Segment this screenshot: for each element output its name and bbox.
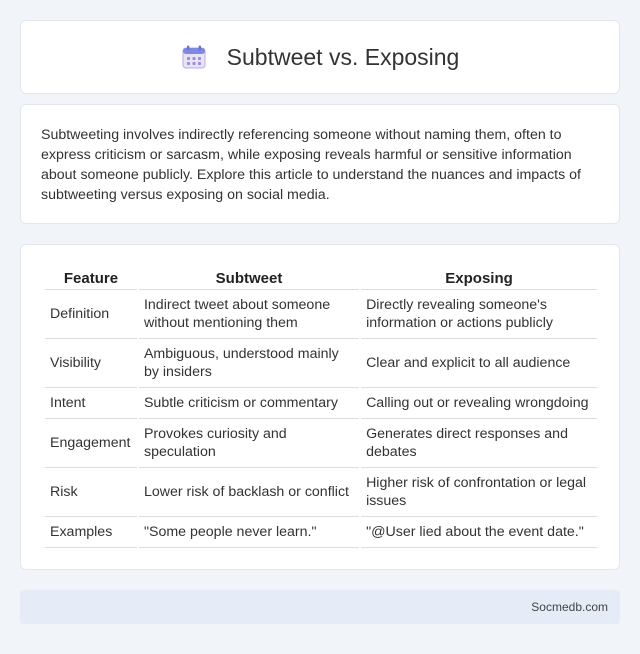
- table-row: [45, 517, 597, 548]
- table-row: [45, 419, 597, 468]
- row-subtweet: Ambiguous, understood mainly by insiders: [139, 339, 359, 388]
- row-subtweet: Subtle criticism or commentary: [139, 388, 359, 419]
- row-feature: Intent: [45, 388, 137, 419]
- calendar-icon: [181, 44, 207, 70]
- row-subtweet: Lower risk of backlash or conflict: [139, 468, 359, 517]
- intro-paragraph: Subtweeting involves indirectly referencing someone without naming them, often to express criticism or sarcasm, while exposing reveals harmful or sensitive information about someone publicly. Explore this article to understand the nuances and impacts of subtweeting versus exposing on social media.: [41, 127, 581, 203]
- page-title: Subtweet vs. Exposing: [226, 43, 460, 70]
- footer-bar: [20, 590, 620, 624]
- table-row: [45, 388, 597, 419]
- column-header-exposing: Exposing: [361, 265, 597, 290]
- row-feature: Definition: [45, 290, 137, 339]
- row-subtweet: "Some people never learn.": [139, 517, 359, 548]
- table-header-row: [45, 265, 597, 290]
- row-feature: Engagement: [45, 419, 137, 468]
- intro-card: [20, 104, 620, 224]
- column-header-subtweet: Subtweet: [139, 265, 359, 290]
- title-card: [20, 20, 620, 94]
- table-card: [20, 244, 620, 570]
- row-exposing: Directly revealing someone's information or actions publicly: [361, 290, 597, 339]
- comparison-table: [43, 265, 599, 548]
- row-exposing: Calling out or revealing wrongdoing: [361, 388, 597, 419]
- table-row: [45, 468, 597, 517]
- row-feature: Examples: [45, 517, 137, 548]
- footer-source-link[interactable]: Socmedb.com: [531, 600, 608, 614]
- row-exposing: Higher risk of confrontation or legal issues: [361, 468, 597, 517]
- row-exposing: Generates direct responses and debates: [361, 419, 597, 468]
- title-wrap: [181, 44, 460, 71]
- row-feature: Visibility: [45, 339, 137, 388]
- row-subtweet: Indirect tweet about someone without mentioning them: [139, 290, 359, 339]
- row-feature: Risk: [45, 468, 137, 517]
- table-row: [45, 339, 597, 388]
- row-exposing: Clear and explicit to all audience: [361, 339, 597, 388]
- column-header-feature: Feature: [45, 265, 137, 290]
- table-row: [45, 290, 597, 339]
- row-exposing: "@User lied about the event date.": [361, 517, 597, 548]
- row-subtweet: Provokes curiosity and speculation: [139, 419, 359, 468]
